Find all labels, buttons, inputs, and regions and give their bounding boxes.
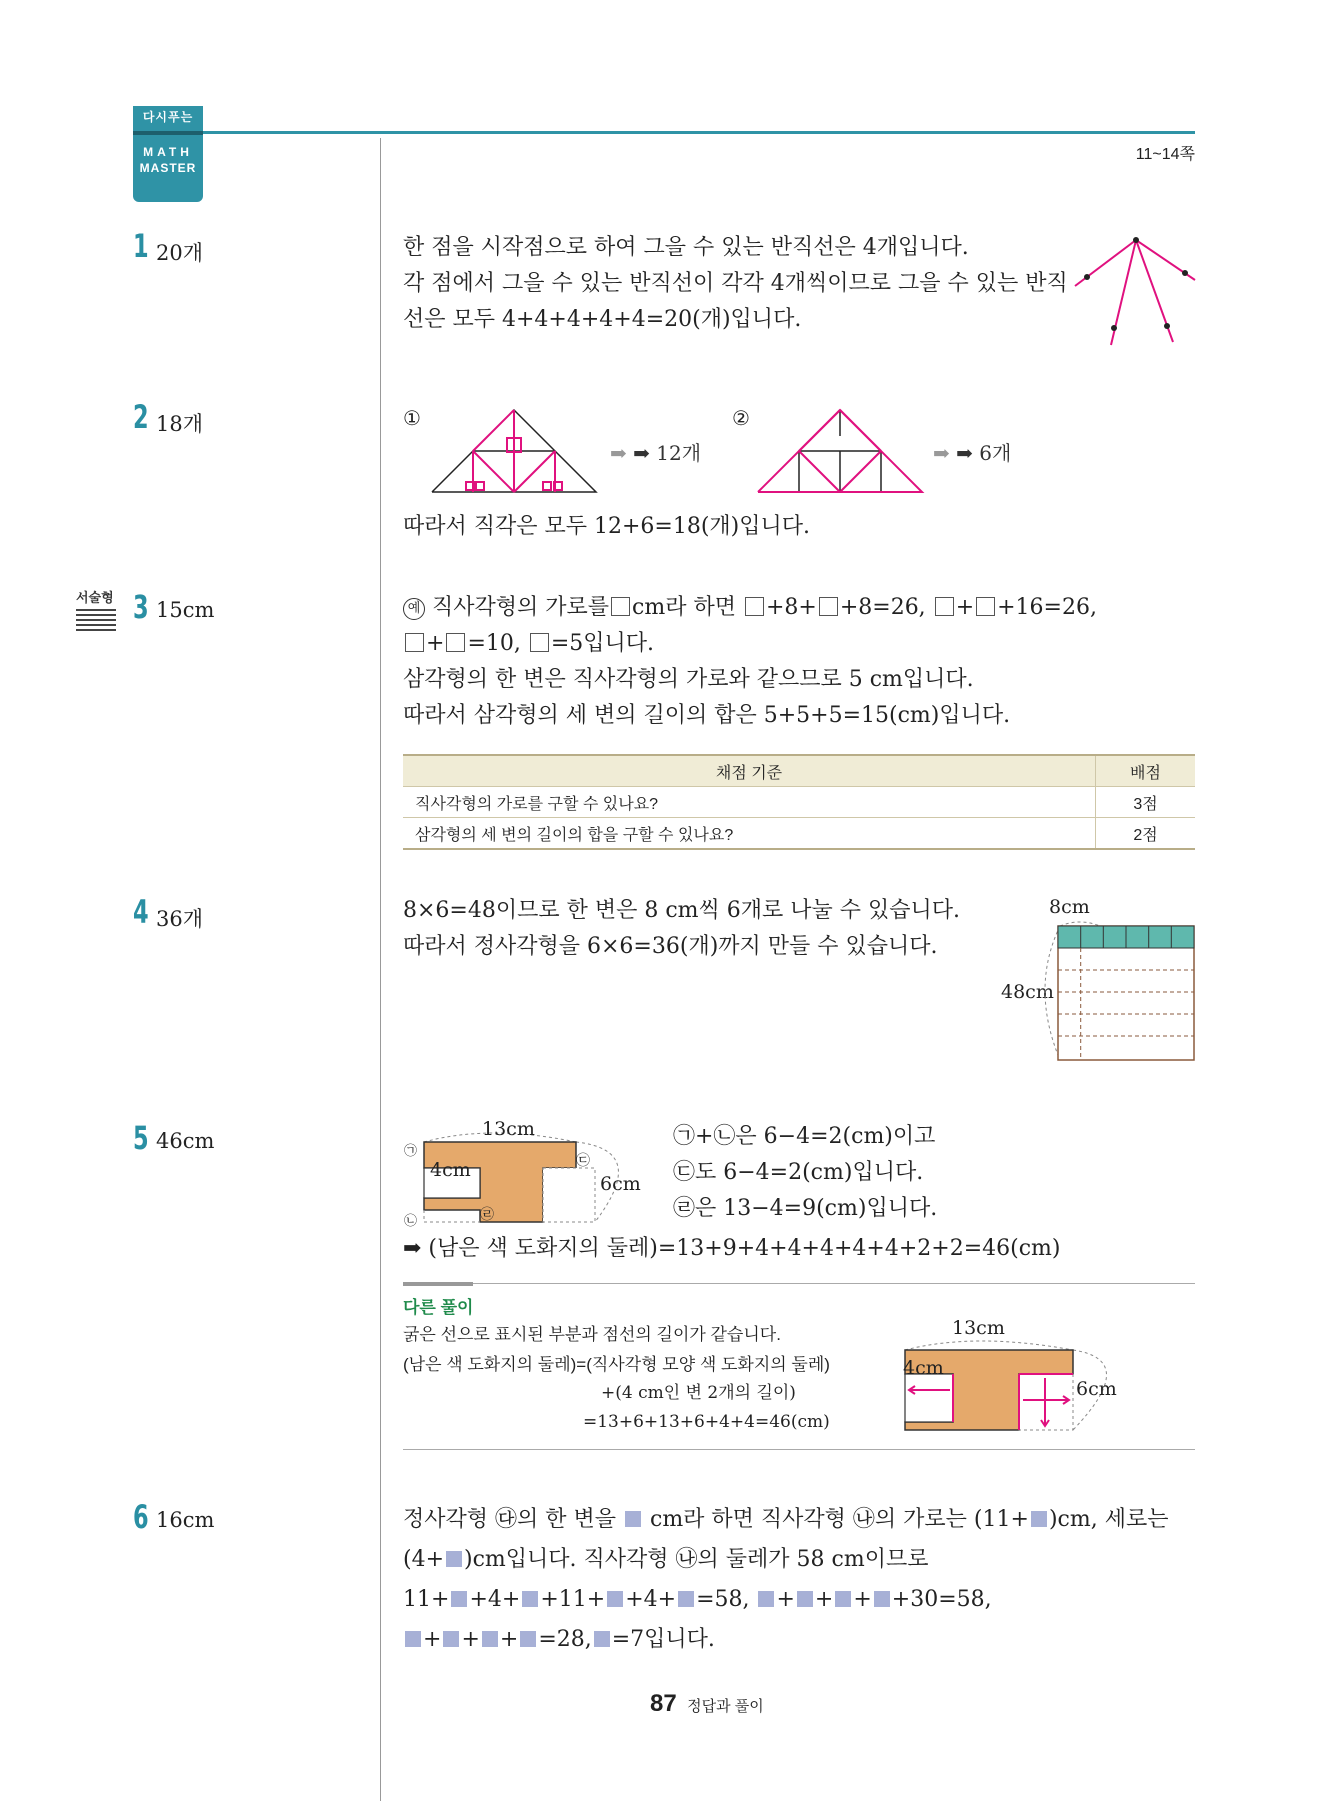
triangle-figure-2: [756, 406, 926, 496]
text: +11+: [540, 1587, 606, 1612]
question-number-1: 1: [133, 227, 149, 265]
text: )cm입니다. 직사각형 ㉯의 둘레가 58 cm이므로: [464, 1547, 929, 1572]
text: 11+: [403, 1587, 450, 1612]
solution-5-line: ㉣은 13−4=9(cm)입니다.: [673, 1196, 938, 1221]
filled-square: [522, 1591, 538, 1607]
figure-mark-1: ①: [403, 406, 421, 430]
answer-3: 15cm: [156, 598, 215, 622]
square-grid-figure: [1030, 918, 1200, 1066]
result-2: ➡ ➡ 6개: [933, 441, 1012, 465]
alt-solution-bottom-divider: [403, 1449, 1195, 1450]
badge-divider: [133, 131, 203, 135]
answer-1: 20개: [156, 241, 204, 265]
example-mark: 예: [403, 598, 425, 620]
text: =7입니다.: [611, 1627, 715, 1652]
text: +: [853, 1587, 872, 1612]
filled-square: [625, 1511, 641, 1527]
text: (4+: [403, 1547, 445, 1572]
table-header-row: [403, 755, 1195, 787]
solution-6-line: [403, 1620, 1168, 1660]
solution-6-line: [403, 1580, 1168, 1620]
page-range: 11~14쪽: [1135, 146, 1195, 163]
text: )cm, 세로는: [1048, 1507, 1169, 1532]
alt-label-13cm: 13cm: [952, 1317, 1005, 1339]
solution-5: [673, 1119, 937, 1227]
question-number-4: 4: [133, 893, 149, 931]
filled-square: [594, 1631, 610, 1647]
text: +: [423, 1627, 442, 1652]
answer-6: 16cm: [156, 1508, 215, 1532]
solution-6: [403, 1500, 1168, 1660]
text: cm라 하면 직사각형 ㉯의 가로는 (11+: [650, 1507, 1029, 1532]
blank-box: [819, 597, 838, 616]
label-6cm: 6cm: [600, 1173, 641, 1195]
alt-label-6cm: 6cm: [1076, 1378, 1117, 1400]
alt-solution-divider: [403, 1283, 1195, 1284]
descriptive-tag: [76, 587, 118, 631]
point: [1084, 274, 1090, 280]
alt-line: =13+6+13+6+4+4=46(cm): [583, 1412, 830, 1432]
solution-4-line: 따라서 정사각형을 6×6=36(개)까지 만들 수 있습니다.: [403, 934, 938, 959]
column-divider: [380, 138, 381, 1801]
footer-label: 정답과 풀이: [687, 1698, 764, 1715]
answer-4: 36개: [156, 907, 204, 931]
filled-square: [758, 1591, 774, 1607]
solution-3-line: 삼각형의 한 변은 직사각형의 가로와 같으므로 5 cm입니다.: [403, 667, 974, 692]
filled-square: [443, 1631, 459, 1647]
text: +30=58,: [891, 1587, 992, 1612]
text: 직사각형의 가로를: [432, 595, 610, 620]
blank-box: [976, 597, 995, 616]
header-points: 배점: [1096, 755, 1196, 787]
filled-square: [446, 1551, 462, 1567]
blank-box: [446, 633, 465, 652]
point: [1111, 325, 1117, 331]
question-number-3: 3: [133, 588, 149, 626]
blank-box: [935, 597, 954, 616]
answer-2: 18개: [156, 412, 204, 436]
math-master-badge: [133, 106, 203, 202]
blank-box: [530, 633, 549, 652]
solution-4: [403, 893, 960, 965]
lines-icon: [76, 609, 116, 631]
mark-b: ㉡: [404, 1214, 418, 1229]
filled-square: [678, 1591, 694, 1607]
table-row: [403, 787, 1195, 818]
text: +: [499, 1627, 519, 1652]
descriptive-tag-text: 서술형: [76, 590, 114, 605]
text: +8+: [765, 595, 817, 620]
page-number: 87: [650, 1690, 677, 1717]
question-number-6: 6: [133, 1498, 149, 1536]
alt-solution-accent: [403, 1282, 473, 1286]
header-criteria: 채점 기준: [403, 755, 1096, 787]
filled-square: [874, 1591, 890, 1607]
filled-square: [451, 1591, 467, 1607]
label-4cm: 4cm: [430, 1159, 471, 1181]
point: [1182, 270, 1188, 276]
blank-box: [611, 597, 630, 616]
label-48cm: 48cm: [1001, 981, 1054, 1003]
alt-line: +(4 cm인 변 2개의 길이): [601, 1383, 796, 1403]
label-13cm: 13cm: [482, 1118, 535, 1140]
text: =28,: [538, 1627, 592, 1652]
solution-6-line: [403, 1500, 1168, 1540]
filled-square: [835, 1591, 851, 1607]
point: [1133, 237, 1139, 243]
text: =5입니다.: [550, 631, 655, 656]
text: +4+: [625, 1587, 677, 1612]
filled-square: [405, 1631, 421, 1647]
text: 정사각형 ㉰의 한 변을: [403, 1507, 616, 1532]
mark-a: ㉠: [404, 1144, 418, 1159]
result-5: ➡ (남은 색 도화지의 둘레)=13+9+4+4+4+4+4+2+2=46(cm): [403, 1236, 1061, 1261]
result-1: ➡ ➡ 12개: [610, 441, 702, 465]
filled-square: [520, 1631, 536, 1647]
solution-5-line: ㉠+㉡은 6−4=2(cm)이고: [673, 1124, 936, 1149]
mark-d: ㉣: [480, 1207, 494, 1223]
header-rule: [203, 131, 1195, 134]
solution-3-line: [403, 590, 1097, 626]
solution-3-line: 따라서 삼각형의 세 변의 길이의 합은 5+5+5=15(cm)입니다.: [403, 703, 1011, 728]
filled-square: [1031, 1511, 1047, 1527]
answer-5: 46cm: [156, 1129, 215, 1153]
filled-square: [482, 1631, 498, 1647]
text: +: [814, 1587, 834, 1612]
alt-line: (남은 색 도화지의 둘레)=(직사각형 모양 색 도화지의 둘레): [403, 1355, 830, 1374]
alt-solution-title: 다른 풀이: [403, 1298, 474, 1317]
solution-1: [403, 230, 1068, 338]
alt-line: 굵은 선으로 표시된 부분과 점선의 길이가 같습니다.: [403, 1325, 781, 1344]
text: +8=26,: [839, 595, 926, 620]
text: +4+: [469, 1587, 521, 1612]
blank-box: [745, 597, 764, 616]
result-1-text: ➡ 12개: [633, 441, 702, 465]
alt-label-4cm: 4cm: [903, 1357, 944, 1379]
text: +: [955, 595, 975, 620]
table-row: [403, 818, 1195, 850]
blank-box: [405, 633, 424, 652]
rays-figure: [1070, 230, 1200, 350]
question-number-5: 5: [133, 1119, 149, 1157]
solution-6-line: [403, 1540, 1168, 1580]
criteria-cell: 직사각형의 가로를 구할 수 있나요?: [403, 787, 1096, 818]
badge-bottom-text: MASTER: [139, 161, 197, 175]
text: =10,: [467, 631, 521, 656]
text: +: [461, 1627, 480, 1652]
solution-3: [403, 590, 1097, 734]
solution-1-line: 선은 모두 4+4+4+4+4=20(개)입니다.: [403, 307, 802, 332]
solution-1-line: 한 점을 시작점으로 하여 그을 수 있는 반직선은 4개입니다.: [403, 235, 969, 260]
text: =58,: [696, 1587, 750, 1612]
mark-c: ㉢: [576, 1153, 590, 1169]
text: cm라 하면: [632, 595, 736, 620]
solution-4-line: 8×6=48이므로 한 변은 8 cm씩 6개로 나눌 수 있습니다.: [403, 898, 961, 923]
points-cell: 3점: [1096, 787, 1196, 818]
figure-mark-2: ②: [732, 406, 750, 430]
page-footer: [650, 1690, 764, 1718]
text: +: [426, 631, 445, 656]
filled-square: [797, 1591, 813, 1607]
solution-1-line: 각 점에서 그을 수 있는 반직선이 각각 4개씩이므로 그을 수 있는 반직: [403, 271, 1068, 296]
label-8cm: 8cm: [1049, 896, 1090, 918]
badge-mid-text: MATH: [143, 145, 193, 159]
triangle-figure-1: [430, 406, 600, 496]
solution-5-line: ㉢도 6−4=2(cm)입니다.: [673, 1160, 924, 1185]
text: +16=26,: [997, 595, 1097, 620]
question-number-2: 2: [133, 398, 149, 436]
filled-square: [607, 1591, 623, 1607]
text: +: [776, 1587, 795, 1612]
solution-3-line: [403, 626, 1097, 662]
point: [1164, 323, 1170, 329]
conclusion-2: 따라서 직각은 모두 12+6=18(개)입니다.: [403, 514, 811, 539]
badge-top-text: 다시푸는: [142, 110, 194, 124]
scoring-table: [403, 754, 1195, 850]
result-2-text: ➡ 6개: [956, 441, 1012, 465]
points-cell: 2점: [1096, 818, 1196, 850]
criteria-cell: 삼각형의 세 변의 길이의 합을 구할 수 있나요?: [403, 818, 1096, 850]
